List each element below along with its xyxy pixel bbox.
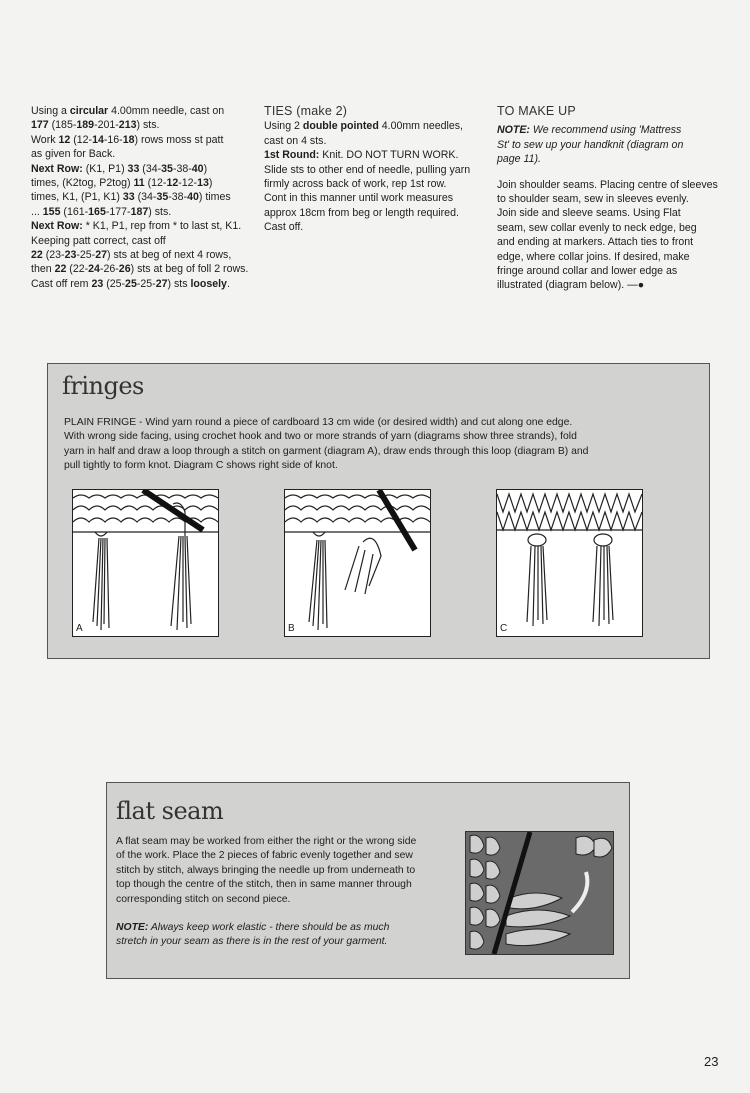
text-line: Next Row: * K1, P1, rep from * to last st, K1.: [31, 220, 242, 233]
back-instructions-text: [31, 104, 256, 291]
text-line: Using a circular 4.00mm needle, cast on: [31, 105, 225, 117]
text-line: Cast off rem 23 (25-25-25-27) sts loosely.: [31, 277, 230, 290]
text-line: St' to sew up your handknit (diagram on: [497, 138, 684, 151]
page-number: 23: [704, 1054, 719, 1069]
flat-seam-note: [116, 921, 389, 950]
text-line: Using 2 double pointed 4.00mm needles,: [264, 120, 464, 133]
fringe-diagram-c-illustration: [497, 490, 642, 636]
make-up-heading: TO MAKE UP: [497, 104, 576, 118]
ties-instructions-text: [264, 119, 489, 234]
text-line: top though the centre of the stitch, then in same manner through: [116, 879, 412, 891]
text-line: ... 155 (161-165-177-187) sts.: [31, 205, 172, 218]
fringe-diagram-a-illustration: [73, 490, 218, 636]
fringe-diagram-b: [284, 489, 431, 637]
flat-seam-description: [116, 835, 416, 907]
fringes-panel: [47, 363, 710, 659]
text-line: Work 12 (12-14-16-18) rows moss st patt: [31, 133, 224, 146]
flat-seam-illustration: [466, 832, 613, 954]
text-line: and ending at markers. Attach ties to front: [497, 236, 694, 249]
text-line: times, (K2tog, P2tog) 11 (12-12-12-13): [31, 177, 213, 190]
text-line: fringe around collar and lower edge as: [497, 265, 678, 278]
text-line: approx 18cm from beg or length required.: [264, 206, 459, 219]
text-line: edge, where collar joins. If desired, make: [497, 250, 690, 263]
text-line: yarn in half and draw a loop through a stitch on garment (diagram A), draw ends through this loop (diagram B) and: [64, 445, 589, 457]
text-line: Cont in this manner until work measures: [264, 192, 454, 205]
text-line: 22 (23-23-25-27) sts at beg of next 4 rows,: [31, 249, 232, 262]
fringe-diagram-c: [496, 489, 643, 637]
text-line: then 22 (22-24-26-26) sts at beg of foll 2 rows.: [31, 263, 249, 276]
text-line: page 11).: [497, 153, 541, 166]
text-line: A flat seam may be worked from either the right or the wrong side: [116, 836, 417, 847]
make-up-note: [497, 123, 722, 166]
text-line: Cast off.: [264, 221, 304, 234]
text-line: Join shoulder seams. Placing centre of sleeves: [497, 178, 718, 191]
text-line: as given for Back.: [31, 148, 116, 161]
text-line: 177 (185-189-201-213) sts.: [31, 119, 160, 132]
column-ties: [264, 104, 489, 235]
flat-seam-panel: [106, 782, 630, 979]
text-line: illustrated (diagram below). —●: [497, 279, 645, 292]
text-line: to shoulder seam, sew in sleeves evenly.: [497, 193, 689, 206]
make-up-instructions-text: [497, 178, 722, 293]
text-line: cast on 4 sts.: [264, 134, 327, 147]
text-line: Next Row: (K1, P1) 33 (34-35-38-40): [31, 162, 208, 175]
text-line: 1st Round: Knit. DO NOT TURN WORK.: [264, 149, 459, 162]
text-line: seam, sew collar evenly to neck edge, beg: [497, 221, 697, 234]
text-line: NOTE: Always keep work elastic - there should be as much: [116, 922, 390, 933]
text-line: Keeping patt correct, cast off: [31, 234, 166, 247]
text-line: NOTE: We recommend using 'Mattress: [497, 124, 682, 137]
fringes-title: fringes: [62, 372, 144, 400]
text-line: corresponding stitch on second piece.: [116, 893, 291, 905]
text-line: pull tightly to form knot. Diagram C shows right side of knot.: [64, 460, 338, 472]
text-line: Join side and sleeve seams. Using Flat: [497, 207, 681, 220]
text-line: firmly across back of work, rep 1st row.: [264, 178, 447, 191]
diagram-c-label: C: [500, 623, 508, 634]
column-to-make-up: [497, 104, 722, 293]
text-line: of the work. Place the 2 pieces of fabric evenly together and sew: [116, 850, 413, 862]
text-line: stitch by stitch, always bringing the needle up from underneath to: [116, 864, 416, 876]
ties-heading: TIES (make 2): [264, 104, 348, 118]
column-back-instructions: [31, 104, 256, 291]
flat-seam-title: flat seam: [116, 797, 224, 825]
diagram-a-label: A: [76, 623, 83, 634]
text-line: stretch in your seam as there is in the rest of your garment.: [116, 936, 388, 948]
flat-seam-diagram: [465, 831, 614, 955]
text-line: With wrong side facing, using crochet hook and two or more strands of yarn (diagrams show three strands), fold: [64, 431, 577, 443]
text-line: PLAIN FRINGE - Wind yarn round a piece of cardboard 13 cm wide (or desired width) and cut along one edge.: [64, 417, 573, 428]
text-line: Slide sts to other end of needle, pulling yarn: [264, 163, 471, 176]
fringe-diagram-b-illustration: [285, 490, 430, 636]
text-line: times, K1, (P1, K1) 33 (34-35-38-40) times: [31, 191, 231, 204]
diagram-b-label: B: [288, 623, 295, 634]
fringes-description: [64, 416, 588, 474]
fringe-diagram-a: [72, 489, 219, 637]
